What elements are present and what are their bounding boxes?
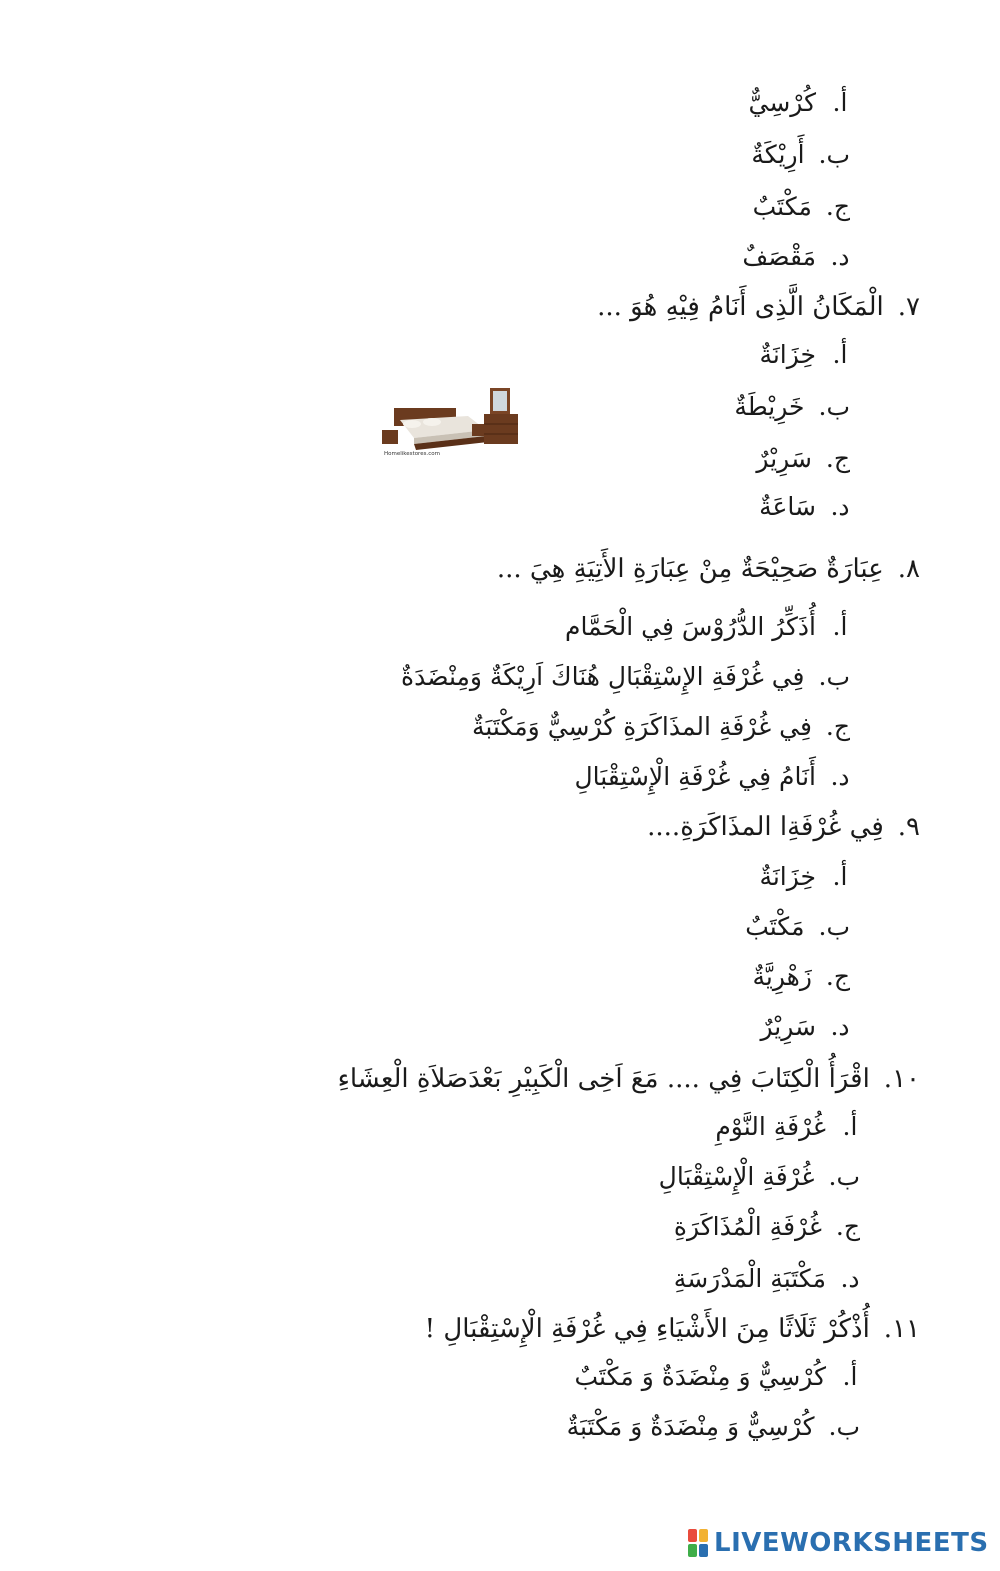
- option-letter: أ.: [832, 862, 848, 891]
- option-text: سَرِيْرٌ: [756, 444, 812, 473]
- option[interactable]: [574, 1360, 860, 1394]
- option-text: غُرْفَةِ النَّوْمِ: [715, 1112, 826, 1141]
- option-text: مَقْصَفٌ: [742, 242, 816, 271]
- question-9: [647, 810, 920, 844]
- option-text: غُرْفَةِ الْمُذَاكَرَةِ: [673, 1212, 822, 1241]
- option-text: أُذَكِّرُ الدُّرُوْسَ فِي الْحَمَّام: [564, 612, 816, 641]
- option[interactable]: [734, 390, 850, 424]
- option[interactable]: [751, 138, 850, 172]
- option[interactable]: [715, 1110, 860, 1144]
- option[interactable]: [749, 86, 850, 120]
- question-7: [597, 290, 920, 324]
- option[interactable]: [674, 1210, 860, 1244]
- question-number: ٩.: [897, 812, 920, 842]
- option-letter: ب.: [818, 392, 850, 421]
- option-letter: ج.: [825, 192, 850, 221]
- option-letter: ب.: [818, 912, 850, 941]
- liveworksheets-logo: [688, 1526, 989, 1560]
- option-text: أَنَامُ فِي غُرْفَةِ الْإِسْتِقْبَالِ: [574, 762, 816, 791]
- option[interactable]: [759, 860, 850, 894]
- option-letter: ج.: [825, 712, 850, 741]
- option-text: سَرِيْرٌ: [760, 1012, 816, 1041]
- option-text: كُرْسِيٌّ: [748, 88, 816, 117]
- option-text: سَاعَةٌ: [759, 492, 816, 521]
- option-letter: أ.: [842, 1112, 858, 1141]
- option-letter: ج.: [825, 962, 850, 991]
- question-text: فِي غُرْفَةِا المذَاكَرَةِ....: [647, 812, 884, 842]
- question-10: [338, 1062, 920, 1096]
- option-text: خِزَانَةٌ: [759, 340, 816, 369]
- option[interactable]: [742, 240, 850, 274]
- option[interactable]: [752, 960, 850, 994]
- option[interactable]: [753, 190, 850, 224]
- option-letter: ج.: [825, 444, 850, 473]
- option[interactable]: [756, 442, 850, 476]
- option-letter: ج.: [835, 1212, 860, 1241]
- option-text: زَهْرِيَّةٌ: [752, 962, 812, 991]
- question-text: اقْرَأُ الْكِتَابَ فِي .... مَعَ اَخِى الْكَبِيْرِ بَعْدَصَلاَةِ الْعِشَاءِ: [337, 1064, 870, 1094]
- liveworksheets-logo-icon: [688, 1529, 708, 1557]
- option-text: خَرِيْطَةٌ: [734, 392, 805, 421]
- option-text: مَكْتَبٌ: [745, 912, 805, 941]
- option-text: غُرْفَةِ الْإِسْتِقْبَالِ: [658, 1162, 815, 1191]
- option[interactable]: [759, 490, 850, 524]
- option-letter: ب.: [828, 1162, 860, 1191]
- option[interactable]: [472, 710, 850, 744]
- question-number: ١٠.: [883, 1064, 920, 1094]
- option[interactable]: [674, 1262, 860, 1296]
- option-letter: أ.: [832, 612, 848, 641]
- option-text: كُرْسِيٌّ وَ مِنْضَدَةٌ وَ مَكْتَبَةٌ: [566, 1412, 815, 1441]
- question-number: ٨.: [897, 554, 920, 584]
- question-text: أُذْكُرْ ثَلَاثًا مِنَ الأَشْيَاءِ فِي غُرْفَةِ الْإِسْتِقْبَالِ !: [424, 1314, 870, 1344]
- option-text: فِي غُرْفَةِ المذَاكَرَةِ كُرْسِيٌّ وَمَكْتَبَةٌ: [471, 712, 812, 741]
- bedroom-furniture-image: [380, 386, 520, 458]
- option[interactable]: [659, 1160, 860, 1194]
- option-letter: أ.: [842, 1362, 858, 1391]
- option[interactable]: [401, 660, 850, 694]
- question-8: [497, 552, 920, 586]
- option-letter: د.: [830, 762, 850, 791]
- option[interactable]: [745, 910, 850, 944]
- option[interactable]: [567, 1410, 860, 1444]
- option-text: أَرِيْكَةٌ: [751, 140, 805, 169]
- option[interactable]: [565, 610, 850, 644]
- option-letter: ب.: [818, 140, 850, 169]
- option[interactable]: [759, 338, 850, 372]
- option-text: مَكْتَبٌ: [752, 192, 812, 221]
- option[interactable]: [574, 760, 850, 794]
- option-text: كُرْسِيٌّ وَ مِنْضَدَةٌ وَ مَكْتَبٌ: [574, 1362, 826, 1391]
- option-letter: ب.: [828, 1412, 860, 1441]
- option-letter: ب.: [818, 662, 850, 691]
- option-text: فِي غُرْفَةِ الإِسْتِقْبَالِ هُنَاكَ اَرِيْكَةٌ وَمِنْضَدَةٌ: [401, 662, 805, 691]
- question-number: ٧.: [897, 292, 920, 322]
- option-text: خِزَانَةٌ: [759, 862, 816, 891]
- option-letter: أ.: [832, 88, 848, 117]
- question-text: عِبَارَةٌ صَحِيْحَةٌ مِنْ عِبَارَةِ الأَتِيَةِ هِيَ ...: [496, 554, 884, 584]
- question-11: [425, 1312, 920, 1346]
- option-letter: د.: [830, 242, 850, 271]
- question-number: ١١.: [883, 1314, 920, 1344]
- option-letter: د.: [830, 1012, 850, 1041]
- logo-text: LIVEWORKSHEETS: [714, 1528, 989, 1558]
- option-letter: د.: [840, 1264, 860, 1293]
- option-letter: د.: [830, 492, 850, 521]
- option-letter: أ.: [832, 340, 848, 369]
- option[interactable]: [761, 1010, 851, 1044]
- option-text: مَكْتَبَةِ الْمَدْرَسَةِ: [673, 1264, 826, 1293]
- image-caption: Homelikestores.com: [384, 451, 440, 457]
- question-text: الْمَكَانُ الَّذِى أَنَامُ فِيْهِ هُوَ ...: [597, 292, 884, 322]
